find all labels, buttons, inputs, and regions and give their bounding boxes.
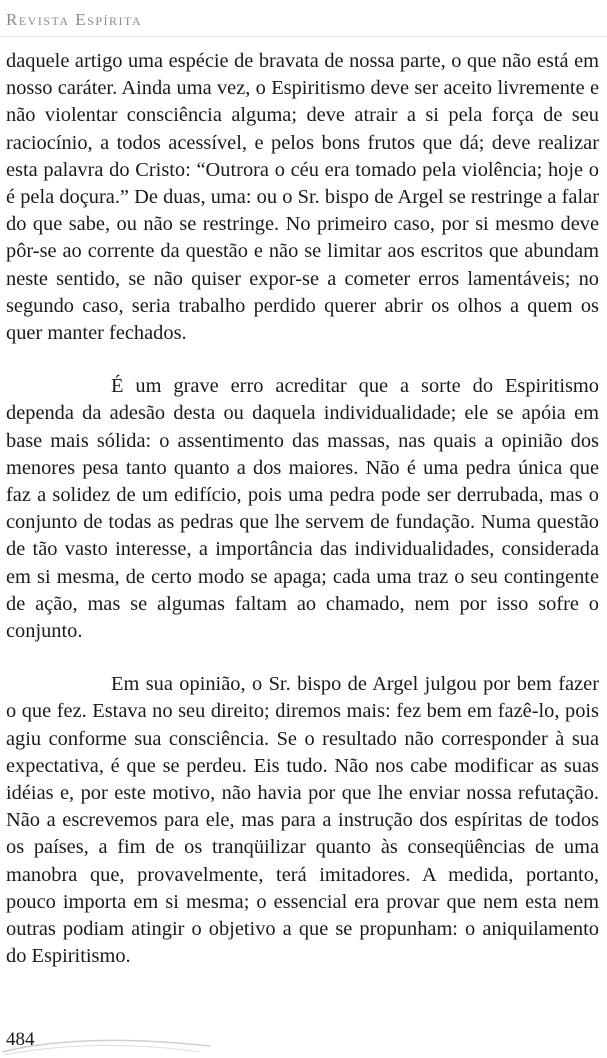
header-divider bbox=[0, 36, 607, 37]
paragraph-2: É um grave erro acreditar que a sorte do Espiritismo dependa da adesão desta ou daquela individualidade; ele se apóia em base mais sólida: o assentimento das massas, nas quais a opinião dos menores pesa tanto quanto a dos maiores. Não é uma pedra única que faz a solidez de um edifício, pois uma pedra pode ser derrubada, mas o conjunto de todas as pedras que lhe servem de fundação. Numa questão de tão vasto interesse, a importância das individualidades, considerada em si mesma, de certo modo se apaga; cada uma traz o seu contingente de ação, mas se algumas faltam ao chamado, nem por isso sofre o conjunto. bbox=[6, 375, 599, 643]
running-header: Revista Espírita bbox=[6, 10, 143, 29]
page-number: 484 bbox=[6, 1029, 35, 1050]
page-body bbox=[6, 48, 599, 997]
paragraph-3: Em sua opinião, o Sr. bispo de Argel julgou por bem fazer o que fez. Estava no seu direito; diremos mais: fez bem em fazê-lo, pois agiu conforme sua consciência. Se o resultado não corresponder à sua expectativa, é que se perdeu. Eis tudo. Não nos cabe modificar as suas idéias e, por este motivo, não havia por que lhe enviar nossa refutação. Não a escrevemos para ele, mas para a instrução dos espíritas de todos os países, a fim de os tranqüilizar quanto às conseqüências de uma manobra que, provavelmente, terá imitadores. A medida, portanto, pouco importa em si mesma; o essencial era provar que nem esta nem outras podiam atingir o objetivo a que se propunham: o aniquilamento do Espiritismo. bbox=[6, 673, 599, 968]
paragraph-1: daquele artigo uma espécie de bravata de nossa parte, o que não está em nosso caráter. Ainda uma vez, o Espiritismo deve ser aceito livremente e não violentar consciência alguma; deve atrair a si pela força de seu raciocínio, a todos acessível, e pelos bons frutos que dá; deve realizar esta palavra do Cristo: “Outrora o céu era tomado pela violência; hoje o é pela doçura.” De duas, uma: ou o Sr. bispo de Argel se restringe a falar do que sabe, ou não se restringe. No primeiro caso, por si mesmo deve pôr-se ao corrente da questão e não se limitar aos escritos que abundam neste sentido, se não quiser expor-se a cometer erros lamentáveis; no segundo caso, seria trabalho perdido querer abrir os olhos a quem os quer manter fechados. bbox=[6, 50, 599, 345]
